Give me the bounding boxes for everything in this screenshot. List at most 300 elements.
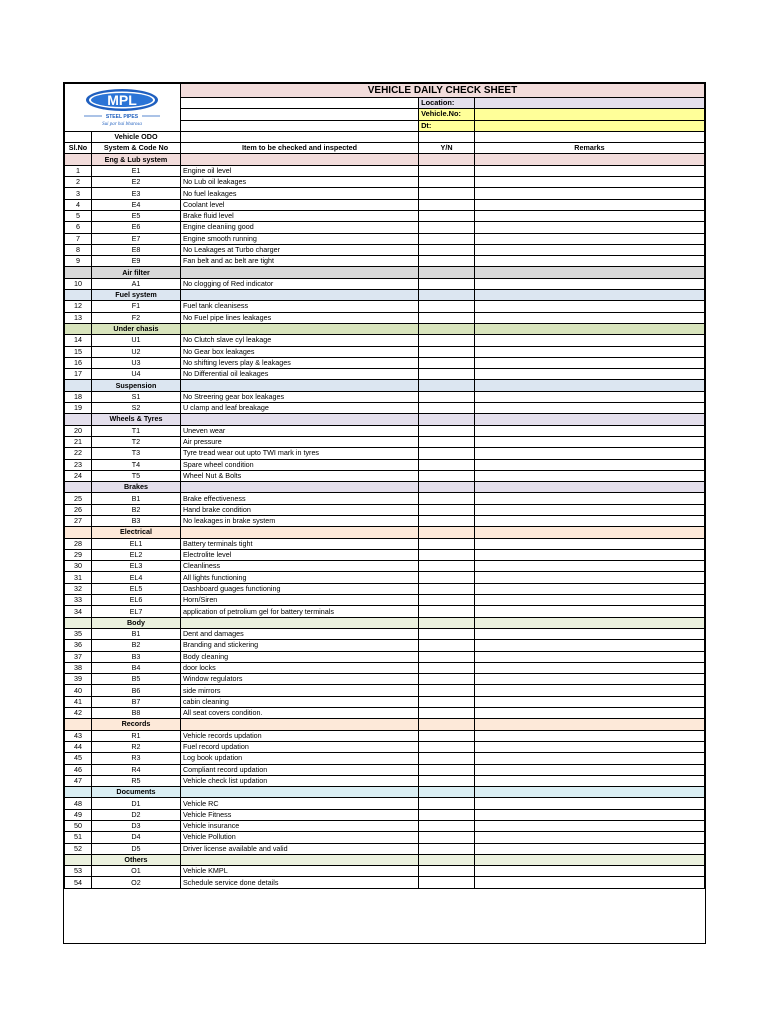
yn-cell[interactable] xyxy=(419,210,475,221)
yn-cell[interactable] xyxy=(419,256,475,267)
remarks-cell[interactable] xyxy=(474,798,704,809)
remarks-cell[interactable] xyxy=(474,538,704,549)
vehicle-no-field[interactable] xyxy=(474,109,704,120)
item-cell: Engine smooth running xyxy=(180,233,418,244)
yn-cell[interactable] xyxy=(419,696,475,707)
yn-cell[interactable] xyxy=(419,730,475,741)
remarks-cell[interactable] xyxy=(474,504,704,515)
sl-no-cell: 47 xyxy=(65,775,92,786)
item-cell: Vehicle insurance xyxy=(180,821,418,832)
remarks-cell[interactable] xyxy=(474,821,704,832)
sl-no-cell: 49 xyxy=(65,809,92,820)
table-row xyxy=(65,425,705,436)
remarks-cell[interactable] xyxy=(474,256,704,267)
remarks-cell[interactable] xyxy=(474,335,704,346)
table-row xyxy=(65,809,705,820)
svg-text:STEEL PIPES: STEEL PIPES xyxy=(106,113,139,120)
yn-cell[interactable] xyxy=(419,403,475,414)
remarks-cell[interactable] xyxy=(474,425,704,436)
remarks-cell[interactable] xyxy=(474,369,704,380)
remarks-cell[interactable] xyxy=(474,233,704,244)
code-cell: R4 xyxy=(91,764,180,775)
sl-no-cell: 14 xyxy=(65,335,92,346)
table-row xyxy=(65,459,705,470)
yn-cell[interactable] xyxy=(419,515,475,526)
code-cell: B5 xyxy=(91,674,180,685)
yn-cell[interactable] xyxy=(419,459,475,470)
table-row xyxy=(65,538,705,549)
code-cell: O2 xyxy=(91,877,180,888)
code-cell: B8 xyxy=(91,708,180,719)
item-cell: No Lub oil leakages xyxy=(180,177,418,188)
remarks-cell[interactable] xyxy=(474,470,704,481)
section-row xyxy=(65,854,705,865)
sl-no-cell: 8 xyxy=(65,244,92,255)
remarks-cell[interactable] xyxy=(474,346,704,357)
section-name: Wheels & Tyres xyxy=(91,414,180,425)
code-cell: U2 xyxy=(91,346,180,357)
yn-cell[interactable] xyxy=(419,753,475,764)
table-row xyxy=(65,244,705,255)
remarks-cell[interactable] xyxy=(474,640,704,651)
table-row xyxy=(65,549,705,560)
remarks-cell[interactable] xyxy=(474,696,704,707)
code-cell: D5 xyxy=(91,843,180,854)
table-row xyxy=(65,798,705,809)
table-row xyxy=(65,606,705,617)
section-blank xyxy=(180,154,418,165)
yn-cell[interactable] xyxy=(419,369,475,380)
section-blank xyxy=(180,267,418,278)
remarks-cell[interactable] xyxy=(474,301,704,312)
yn-cell[interactable] xyxy=(419,640,475,651)
item-cell: Brake fluid level xyxy=(180,210,418,221)
yn-cell[interactable] xyxy=(419,651,475,662)
table-row xyxy=(65,369,705,380)
yn-cell[interactable] xyxy=(419,674,475,685)
code-cell: B1 xyxy=(91,493,180,504)
yn-cell[interactable] xyxy=(419,628,475,639)
remarks-cell[interactable] xyxy=(474,436,704,447)
remarks-cell[interactable] xyxy=(474,312,704,323)
sl-no-cell: 42 xyxy=(65,708,92,719)
yn-cell[interactable] xyxy=(419,177,475,188)
col-header-yn: Y/N xyxy=(419,143,475,154)
section-blank xyxy=(65,267,92,278)
section-row xyxy=(65,323,705,334)
item-cell: application of petrolium gel for battery terminals xyxy=(180,606,418,617)
section-blank xyxy=(474,323,704,334)
section-blank xyxy=(65,787,92,798)
location-label: Location: xyxy=(419,98,475,109)
sl-no-cell: 54 xyxy=(65,877,92,888)
code-cell: R2 xyxy=(91,741,180,752)
item-cell: Dashboard guages functioning xyxy=(180,583,418,594)
yn-cell[interactable] xyxy=(419,606,475,617)
section-blank xyxy=(180,787,418,798)
section-blank xyxy=(419,380,475,391)
remarks-cell[interactable] xyxy=(474,244,704,255)
table-row xyxy=(65,470,705,481)
code-cell: B3 xyxy=(91,515,180,526)
table-row xyxy=(65,628,705,639)
item-cell: Vehicle Fitness xyxy=(180,809,418,820)
table-row xyxy=(65,877,705,888)
section-row xyxy=(65,267,705,278)
sl-no-cell: 24 xyxy=(65,470,92,481)
sl-no-cell: 29 xyxy=(65,549,92,560)
item-cell: No Streering gear box leakages xyxy=(180,391,418,402)
yn-cell[interactable] xyxy=(419,821,475,832)
table-row xyxy=(65,651,705,662)
item-cell: Vehicle check list updation xyxy=(180,775,418,786)
yn-cell[interactable] xyxy=(419,244,475,255)
yn-cell[interactable] xyxy=(419,301,475,312)
yn-cell[interactable] xyxy=(419,357,475,368)
yn-cell[interactable] xyxy=(419,809,475,820)
table-row xyxy=(65,436,705,447)
yn-cell[interactable] xyxy=(419,470,475,481)
yn-cell[interactable] xyxy=(419,504,475,515)
remarks-cell[interactable] xyxy=(474,708,704,719)
sl-no-cell: 10 xyxy=(65,278,92,289)
code-cell: S2 xyxy=(91,403,180,414)
table-row xyxy=(65,403,705,414)
yn-cell[interactable] xyxy=(419,346,475,357)
yn-cell[interactable] xyxy=(419,549,475,560)
item-cell: Electrolite level xyxy=(180,549,418,560)
code-cell: B2 xyxy=(91,504,180,515)
item-cell: Compliant record updation xyxy=(180,764,418,775)
yn-cell[interactable] xyxy=(419,583,475,594)
remarks-cell[interactable] xyxy=(474,730,704,741)
table-row xyxy=(65,278,705,289)
table-row xyxy=(65,165,705,176)
sl-no-cell: 3 xyxy=(65,188,92,199)
item-cell: side mirrors xyxy=(180,685,418,696)
code-cell: B4 xyxy=(91,662,180,673)
section-name: Others xyxy=(91,854,180,865)
remarks-cell[interactable] xyxy=(474,809,704,820)
section-blank xyxy=(65,527,92,538)
remarks-cell[interactable] xyxy=(474,391,704,402)
mpl-logo-icon xyxy=(66,86,178,129)
item-cell: Uneven wear xyxy=(180,425,418,436)
sl-no-cell: 20 xyxy=(65,425,92,436)
sl-no-cell: 16 xyxy=(65,357,92,368)
table-row xyxy=(65,662,705,673)
yn-cell[interactable] xyxy=(419,436,475,447)
section-row xyxy=(65,719,705,730)
table-row xyxy=(65,741,705,752)
sl-no-cell: 50 xyxy=(65,821,92,832)
remarks-cell[interactable] xyxy=(474,775,704,786)
item-cell: All lights functioning xyxy=(180,572,418,583)
yn-cell[interactable] xyxy=(419,199,475,210)
remarks-cell[interactable] xyxy=(474,764,704,775)
section-name: Fuel system xyxy=(91,290,180,301)
sl-no-cell: 26 xyxy=(65,504,92,515)
sl-no-cell: 23 xyxy=(65,459,92,470)
code-cell: T5 xyxy=(91,470,180,481)
section-row xyxy=(65,380,705,391)
section-blank xyxy=(474,414,704,425)
table-row xyxy=(65,843,705,854)
remarks-cell[interactable] xyxy=(474,515,704,526)
remarks-cell[interactable] xyxy=(474,572,704,583)
table-row xyxy=(65,188,705,199)
yn-cell[interactable] xyxy=(419,832,475,843)
item-cell: No Gear box leakages xyxy=(180,346,418,357)
yn-cell[interactable] xyxy=(419,188,475,199)
yn-cell[interactable] xyxy=(419,572,475,583)
item-cell: No Differential oil leakages xyxy=(180,369,418,380)
item-cell: Vehicle KMPL xyxy=(180,866,418,877)
section-name: Suspension xyxy=(91,380,180,391)
item-cell: No clogging of Red indicator xyxy=(180,278,418,289)
item-cell: Brake effectiveness xyxy=(180,493,418,504)
logo-area xyxy=(65,84,181,132)
code-cell: T3 xyxy=(91,448,180,459)
remarks-cell[interactable] xyxy=(474,877,704,888)
item-cell: Fuel record updation xyxy=(180,741,418,752)
location-field[interactable] xyxy=(474,98,704,109)
yn-cell[interactable] xyxy=(419,233,475,244)
item-cell: Coolant level xyxy=(180,199,418,210)
yn-cell[interactable] xyxy=(419,775,475,786)
section-blank xyxy=(65,854,92,865)
yn-cell[interactable] xyxy=(419,843,475,854)
yn-cell[interactable] xyxy=(419,798,475,809)
yn-cell[interactable] xyxy=(419,493,475,504)
table-row xyxy=(65,753,705,764)
remarks-cell[interactable] xyxy=(474,595,704,606)
remarks-cell[interactable] xyxy=(474,278,704,289)
yn-cell[interactable] xyxy=(419,335,475,346)
section-blank xyxy=(180,414,418,425)
section-blank xyxy=(474,290,704,301)
remarks-cell[interactable] xyxy=(474,222,704,233)
section-blank xyxy=(65,719,92,730)
remarks-cell[interactable] xyxy=(474,628,704,639)
yn-cell[interactable] xyxy=(419,222,475,233)
item-cell: door locks xyxy=(180,662,418,673)
yn-cell[interactable] xyxy=(419,662,475,673)
remarks-cell[interactable] xyxy=(474,357,704,368)
sl-no-cell: 39 xyxy=(65,674,92,685)
yn-cell[interactable] xyxy=(419,561,475,572)
sl-no-cell: 37 xyxy=(65,651,92,662)
remarks-cell[interactable] xyxy=(474,188,704,199)
remarks-cell[interactable] xyxy=(474,210,704,221)
item-cell: No shifting levers play & leakages xyxy=(180,357,418,368)
section-blank xyxy=(180,323,418,334)
section-blank xyxy=(65,617,92,628)
item-cell: Air pressure xyxy=(180,436,418,447)
section-blank xyxy=(65,154,92,165)
header-blank-3 xyxy=(180,120,418,131)
date-field[interactable] xyxy=(474,120,704,131)
item-cell: No Fuel pipe lines leakages xyxy=(180,312,418,323)
vehicle-odo-field[interactable] xyxy=(180,131,418,142)
section-row xyxy=(65,787,705,798)
table-row xyxy=(65,448,705,459)
item-cell: Dent and damages xyxy=(180,628,418,639)
vehicle-no-label: Vehicle.No: xyxy=(419,109,475,120)
section-blank xyxy=(419,854,475,865)
sl-no-cell: 46 xyxy=(65,764,92,775)
yn-cell[interactable] xyxy=(419,391,475,402)
section-blank xyxy=(419,414,475,425)
remarks-cell[interactable] xyxy=(474,165,704,176)
yn-cell[interactable] xyxy=(419,165,475,176)
sl-no-cell: 21 xyxy=(65,436,92,447)
remarks-cell[interactable] xyxy=(474,493,704,504)
section-blank xyxy=(419,154,475,165)
sl-no-cell: 33 xyxy=(65,595,92,606)
section-row xyxy=(65,290,705,301)
table-row xyxy=(65,561,705,572)
code-cell: EL1 xyxy=(91,538,180,549)
yn-cell[interactable] xyxy=(419,595,475,606)
sl-no-cell: 48 xyxy=(65,798,92,809)
item-cell: No Leakages at Turbo charger xyxy=(180,244,418,255)
table-row xyxy=(65,504,705,515)
sl-no-cell: 15 xyxy=(65,346,92,357)
section-blank xyxy=(419,527,475,538)
table-row xyxy=(65,312,705,323)
sl-no-cell: 19 xyxy=(65,403,92,414)
item-cell: Schedule service done details xyxy=(180,877,418,888)
sl-no-cell: 36 xyxy=(65,640,92,651)
yn-cell[interactable] xyxy=(419,764,475,775)
sl-no-cell: 18 xyxy=(65,391,92,402)
remarks-cell[interactable] xyxy=(474,459,704,470)
remarks-cell[interactable] xyxy=(474,403,704,414)
table-row xyxy=(65,515,705,526)
remarks-cell[interactable] xyxy=(474,199,704,210)
item-cell: Log book updation xyxy=(180,753,418,764)
code-cell: EL5 xyxy=(91,583,180,594)
table-row xyxy=(65,391,705,402)
item-cell: Window regulators xyxy=(180,674,418,685)
remarks-cell[interactable] xyxy=(474,685,704,696)
remarks-cell[interactable] xyxy=(474,674,704,685)
item-cell: Engine cleaniing good xyxy=(180,222,418,233)
code-cell: EL3 xyxy=(91,561,180,572)
item-cell: Fuel tank cleanisess xyxy=(180,301,418,312)
sl-no-cell: 12 xyxy=(65,301,92,312)
section-blank xyxy=(419,482,475,493)
section-blank xyxy=(474,719,704,730)
remarks-cell[interactable] xyxy=(474,561,704,572)
table-row xyxy=(65,335,705,346)
item-cell: Fan belt and ac belt are tight xyxy=(180,256,418,267)
sl-no-cell: 5 xyxy=(65,210,92,221)
code-cell: E9 xyxy=(91,256,180,267)
yn-cell[interactable] xyxy=(419,312,475,323)
yn-cell[interactable] xyxy=(419,685,475,696)
section-blank xyxy=(419,617,475,628)
table-row xyxy=(65,493,705,504)
code-cell: E8 xyxy=(91,244,180,255)
table-row xyxy=(65,357,705,368)
yn-cell[interactable] xyxy=(419,425,475,436)
remarks-cell[interactable] xyxy=(474,832,704,843)
section-blank xyxy=(180,854,418,865)
section-blank xyxy=(180,380,418,391)
sl-no-cell: 51 xyxy=(65,832,92,843)
yn-cell[interactable] xyxy=(419,538,475,549)
item-cell: Cleanliness xyxy=(180,561,418,572)
header-blank-2 xyxy=(180,109,418,120)
sl-no-cell: 43 xyxy=(65,730,92,741)
odo-blank-yn xyxy=(419,131,475,142)
yn-cell[interactable] xyxy=(419,448,475,459)
code-cell: T4 xyxy=(91,459,180,470)
code-cell: U4 xyxy=(91,369,180,380)
check-table xyxy=(64,83,705,889)
remarks-cell[interactable] xyxy=(474,843,704,854)
remarks-cell[interactable] xyxy=(474,651,704,662)
code-cell: D4 xyxy=(91,832,180,843)
code-cell: E7 xyxy=(91,233,180,244)
code-cell: EL2 xyxy=(91,549,180,560)
table-row xyxy=(65,685,705,696)
table-row xyxy=(65,640,705,651)
code-cell: B1 xyxy=(91,628,180,639)
remarks-cell[interactable] xyxy=(474,177,704,188)
remarks-cell[interactable] xyxy=(474,662,704,673)
section-blank xyxy=(419,719,475,730)
remarks-cell[interactable] xyxy=(474,583,704,594)
table-row xyxy=(65,832,705,843)
sl-no-cell: 2 xyxy=(65,177,92,188)
section-name: Body xyxy=(91,617,180,628)
remarks-cell[interactable] xyxy=(474,866,704,877)
code-cell: D3 xyxy=(91,821,180,832)
item-cell: cabin cleaning xyxy=(180,696,418,707)
col-header-remarks: Remarks xyxy=(474,143,704,154)
section-blank xyxy=(419,267,475,278)
table-row xyxy=(65,256,705,267)
item-cell: Tyre tread wear out upto TWI mark in tyres xyxy=(180,448,418,459)
table-row xyxy=(65,572,705,583)
section-row xyxy=(65,414,705,425)
yn-cell[interactable] xyxy=(419,741,475,752)
sl-no-cell: 30 xyxy=(65,561,92,572)
code-cell: R5 xyxy=(91,775,180,786)
remarks-cell[interactable] xyxy=(474,606,704,617)
item-cell: Wheel Nut & Bolts xyxy=(180,470,418,481)
item-cell: All seat covers condition. xyxy=(180,708,418,719)
yn-cell[interactable] xyxy=(419,877,475,888)
remarks-cell[interactable] xyxy=(474,448,704,459)
table-row xyxy=(65,210,705,221)
yn-cell[interactable] xyxy=(419,708,475,719)
item-cell: Branding and stickering xyxy=(180,640,418,651)
remarks-cell[interactable] xyxy=(474,549,704,560)
table-row xyxy=(65,233,705,244)
remarks-cell[interactable] xyxy=(474,753,704,764)
sl-no-cell: 44 xyxy=(65,741,92,752)
col-header-system-code: System & Code No xyxy=(91,143,180,154)
yn-cell[interactable] xyxy=(419,278,475,289)
yn-cell[interactable] xyxy=(419,866,475,877)
code-cell: T1 xyxy=(91,425,180,436)
remarks-cell[interactable] xyxy=(474,741,704,752)
table-row xyxy=(65,708,705,719)
